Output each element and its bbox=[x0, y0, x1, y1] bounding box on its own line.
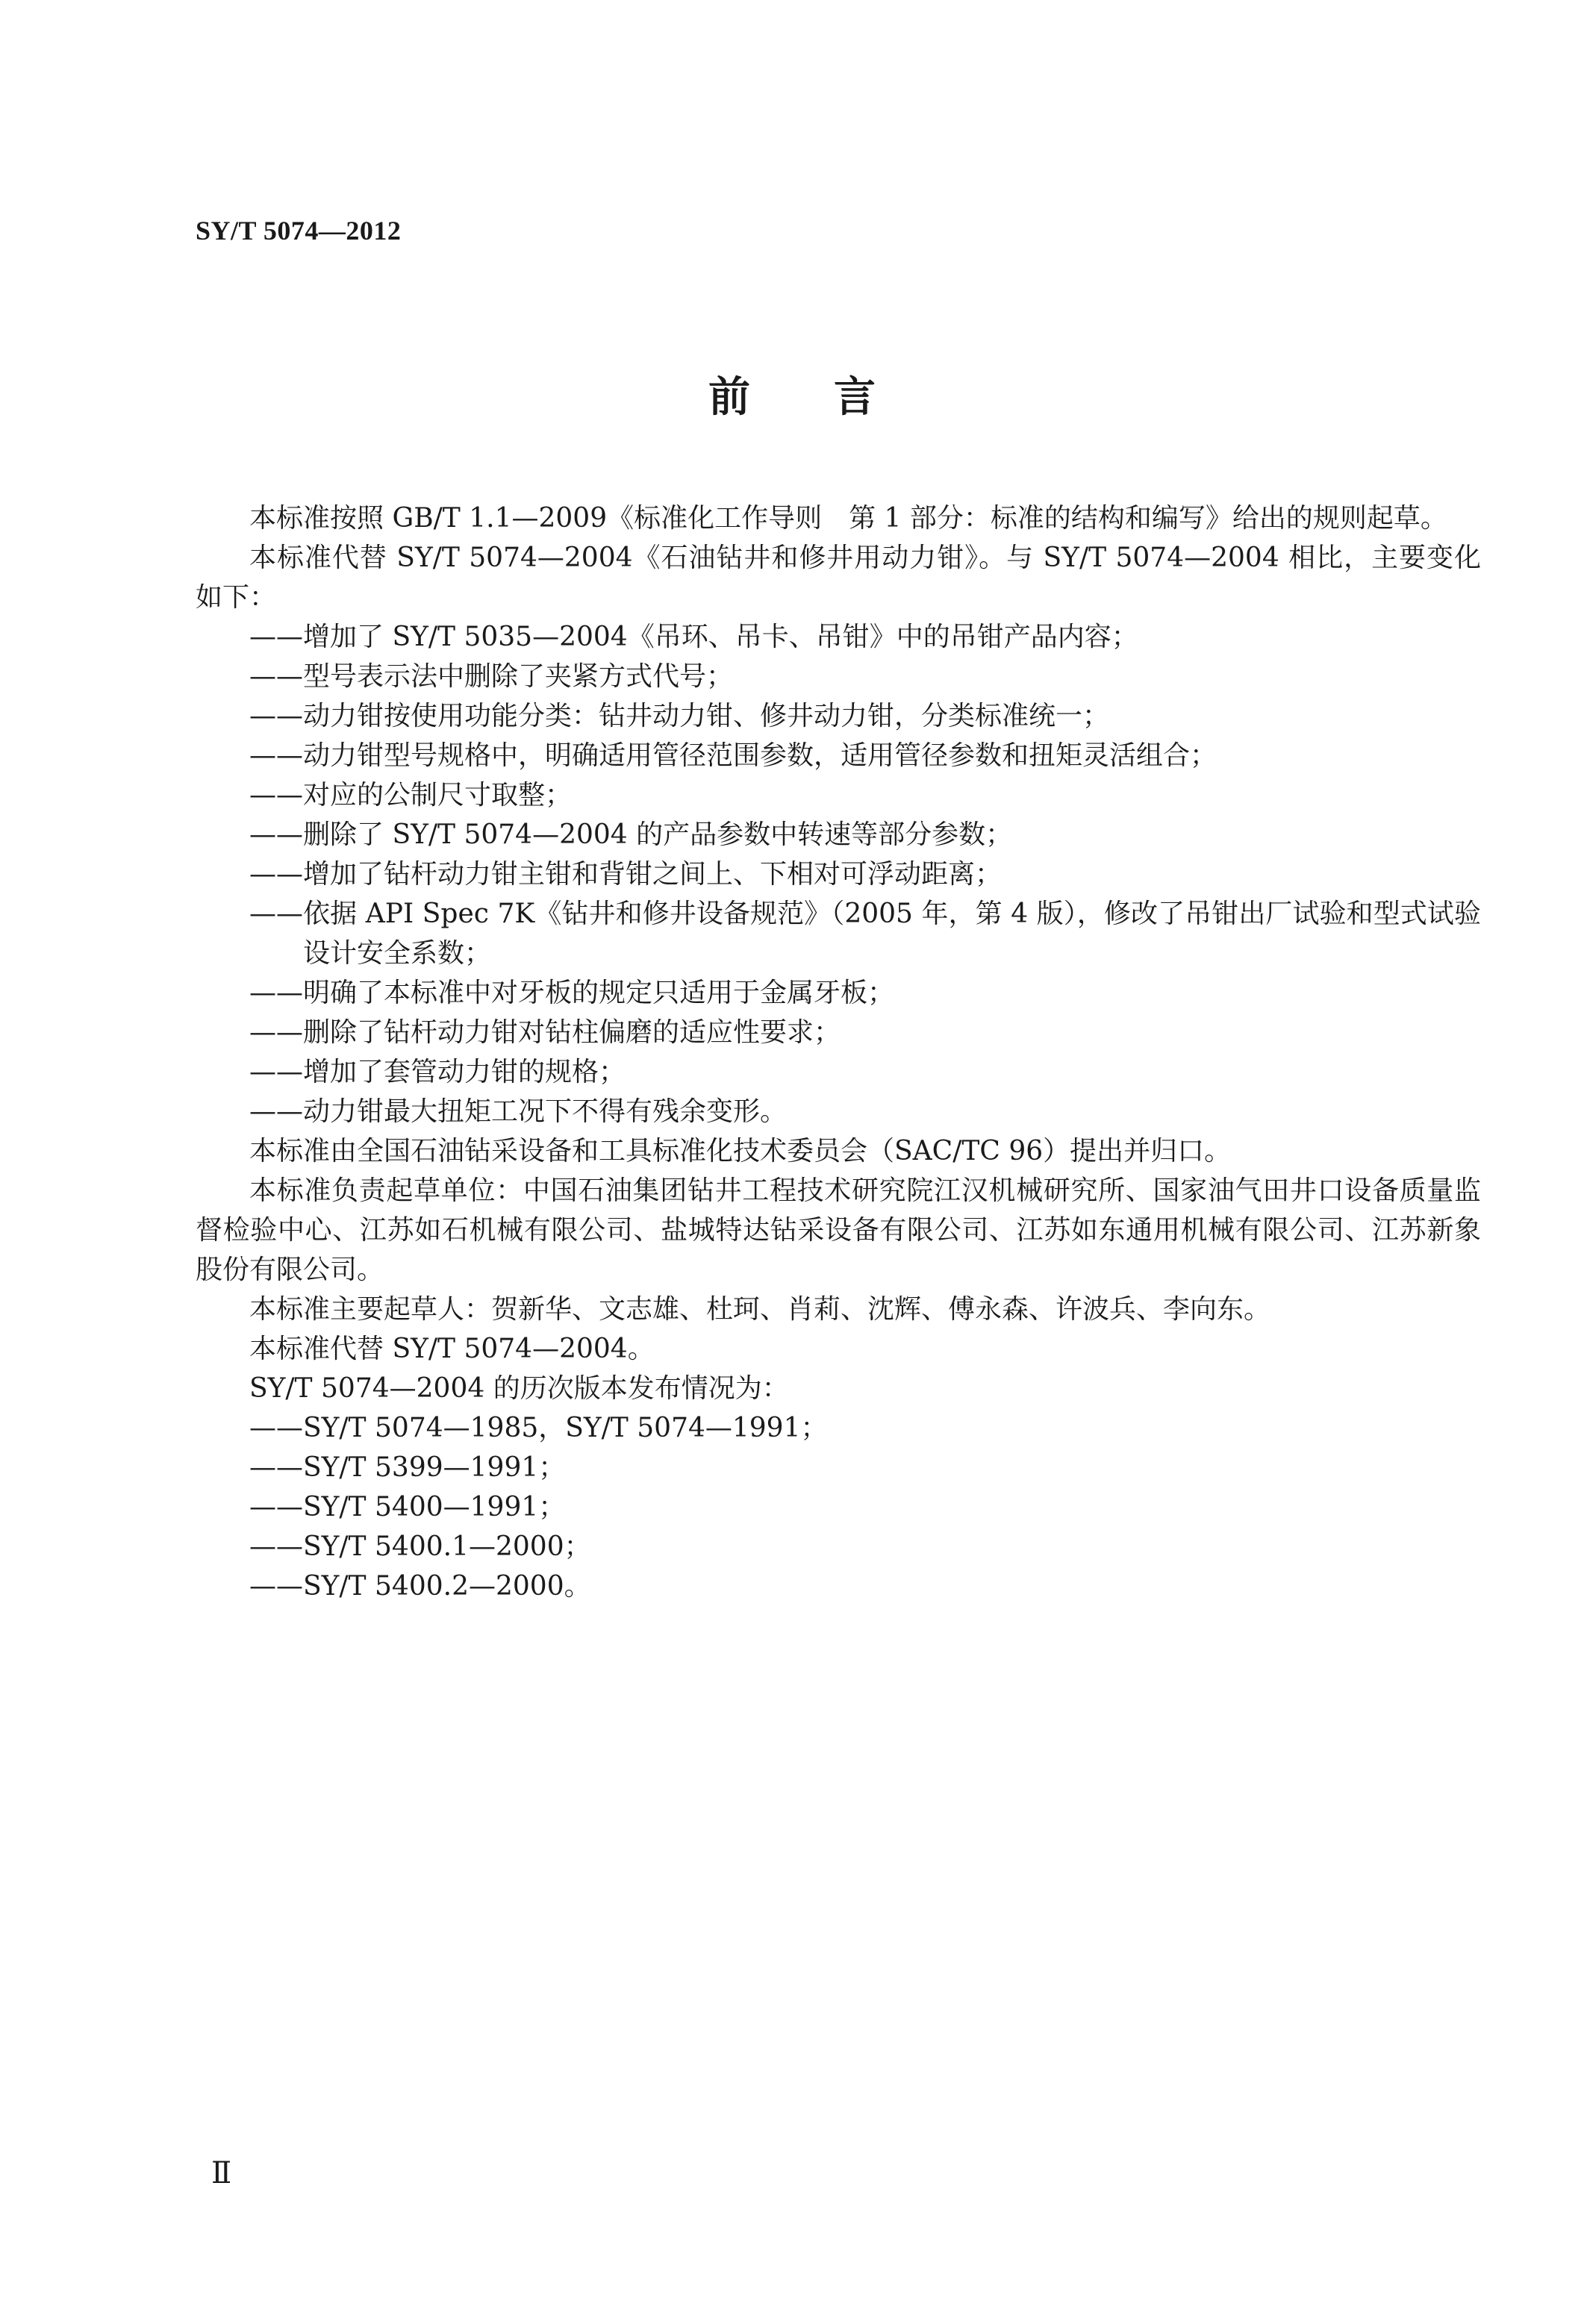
foreword-body bbox=[196, 499, 1481, 1606]
change-list-item: ——动力钳最大扭矩工况下不得有残余变形。 bbox=[249, 1096, 788, 1127]
version-list-item: ——SY/T 5400—1991； bbox=[249, 1492, 566, 1522]
paragraph: 本标准按照 GB/T 1.1—2009《标准化工作导则 第 1 部分：标准的结构和编写》给出的规则起草。 bbox=[249, 503, 1447, 534]
change-list-item: ——增加了套管动力钳的规格； bbox=[249, 1057, 626, 1087]
change-list-item: ——动力钳按使用功能分类：钻井动力钳、修井动力钳，分类标准统一； bbox=[249, 701, 1110, 731]
paragraph: 本标准代替 SY/T 5074—2004《石油钻井和修井用动力钳》。与 SY/T 5074—2004 相比，主要变化如下： bbox=[196, 543, 1481, 613]
change-list-item: ——明确了本标准中对牙板的规定只适用于金属牙板； bbox=[249, 978, 895, 1008]
change-list-item: ——依据 API Spec 7K《钻井和修井设备规范》（2005 年，第 4 版），修改了吊钳出厂试验和型式试验设计安全系数； bbox=[249, 899, 1481, 969]
page-number: Ⅱ bbox=[211, 2156, 232, 2190]
standard-code: SY/T 5074—2012 bbox=[196, 216, 402, 246]
change-list-item: ——型号表示法中删除了夹紧方式代号； bbox=[249, 661, 734, 692]
change-list-item: ——对应的公制尺寸取整； bbox=[249, 780, 573, 810]
paragraph: SY/T 5074—2004 的历次版本发布情况为： bbox=[249, 1373, 789, 1404]
change-list-item: ——增加了 SY/T 5035—2004《吊环、吊卡、吊钳》中的吊钳产品内容； bbox=[249, 622, 1138, 652]
version-list-item: ——SY/T 5400.2—2000。 bbox=[249, 1571, 591, 1602]
change-list-item: ——动力钳型号规格中，明确适用管径范围参数，适用管径参数和扭矩灵活组合； bbox=[249, 740, 1217, 771]
version-list-item: ——SY/T 5400.1—2000； bbox=[249, 1531, 591, 1562]
paragraph: 本标准负责起草单位：中国石油集团钻井工程技术研究院江汉机械研究所、国家油气田井口设备质量监督检验中心、江苏如石机械有限公司、盐城特达钻采设备有限公司、江苏如东通用机械有限公司、江苏新象股份有限公司。 bbox=[196, 1175, 1481, 1285]
version-list-item: ——SY/T 5399—1991； bbox=[249, 1452, 566, 1483]
change-list-item: ——删除了钻杆动力钳对钻柱偏磨的适应性要求； bbox=[249, 1017, 841, 1048]
page-title: 前言 bbox=[708, 373, 959, 422]
change-list-item: ——增加了钻杆动力钳主钳和背钳之间上、下相对可浮动距离； bbox=[249, 859, 1003, 890]
version-list-item: ——SY/T 5074—1985，SY/T 5074—1991； bbox=[249, 1413, 828, 1443]
paragraph: 本标准主要起草人：贺新华、文志雄、杜珂、肖莉、沈辉、傅永森、许波兵、李向东。 bbox=[249, 1294, 1271, 1325]
change-list-item: ——删除了 SY/T 5074—2004 的产品参数中转速等部分参数； bbox=[249, 819, 1013, 850]
paragraph: 本标准由全国石油钻采设备和工具标准化技术委员会（SAC/TC 96）提出并归口。 bbox=[249, 1136, 1232, 1166]
paragraph: 本标准代替 SY/T 5074—2004。 bbox=[249, 1334, 655, 1364]
